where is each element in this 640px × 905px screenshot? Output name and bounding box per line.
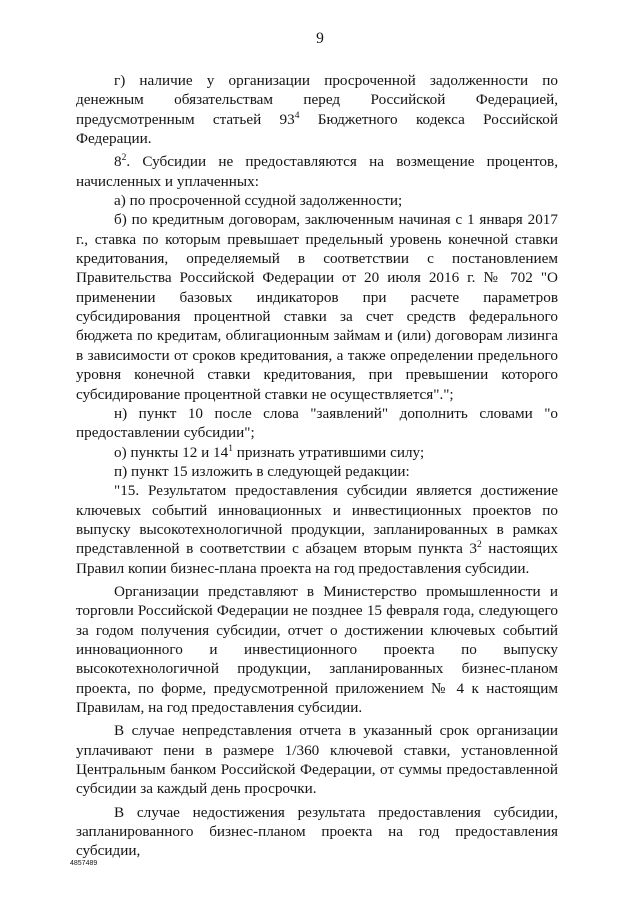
failure-paragraph: В случае недостижения результата предоставления субсидии, запланированного бизнес-планом проекта на год предоставления субсидии, (76, 803, 558, 860)
report-paragraph: Организации представляют в Министерство промышленности и торговли Российской Федерации не позднее 15 февраля года, следующего за годом получения субсидии, отчет о достижении ключевых событий инновационного и инвестиционного проекта по выпуску высокотехнологичной продукции, запланированных бизнес-планом проекта, по форме, предусмотренной приложением № 4 к настоящим Правилам, на год предоставления субсидии. (76, 582, 558, 716)
item-8-2: $8^2$. Субсидии не предоставляются на возмещение процентов, начисленных и уплаченных: (76, 153, 558, 190)
document-id: 4857489 (70, 860, 98, 867)
item-g: г) наличие у организации просроченной задолженности по денежным обязательствам перед Российской Федерацией, предусмотренным статьей $93^4$ Бюджетного кодекса Российской Федерации. (76, 72, 559, 148)
item-a: а) по просроченной ссудной задолженности; (114, 192, 403, 210)
item-p: п) пункт 15 изложить в следующей редакции: (114, 462, 410, 480)
item-15: "15. Результатом предоставления субсидии является достижение ключевых событий инновационных и инвестиционных проектов по выпуску высокотехнологичной продукции, запланированных в рамках представленной в соответствии с абзацем вторым пункта $3^2$ настоящих Правил копии бизнес-плана проекта на год предоставления субсидии. (76, 482, 558, 577)
item-n: н) пункт 10 после слова "заявлений" дополнить словами "о предоставлении субсидии"; (76, 404, 558, 442)
penalty-paragraph: В случае непредставления отчета в указанный срок организации уплачивают пени в размере 1/360 ключевой ставки, установленной Центральным банком Российской Федерации, от суммы предоставленной субсидии за каждый день просрочки. (76, 722, 558, 798)
item-o: о) пункты 12 и $14^1$ признать утратившими силу; (114, 443, 425, 461)
item-b: б) по кредитным договорам, заключенным начиная с 1 января 2017 г., ставка по которым превышает предельный уровень конечной ставки кредитования, определяемый в соответствии с постановлением Правительства Российской Федерации от 20 июля 2016 г. № 702 "О применении базовых индикаторов при расчете параметров субсидирования процентной ставки за счет средств федерального бюджета по кредитам, облигационным займам и (или) договорам лизинга в зависимости от сроков кредитования, а также определении предельного уровня конечной ставки кредитования, при превышении которого субсидирование процентной ставки не осуществляется"."; (76, 211, 558, 403)
document-body (76, 71, 558, 861)
page-number: 9 (316, 30, 324, 47)
